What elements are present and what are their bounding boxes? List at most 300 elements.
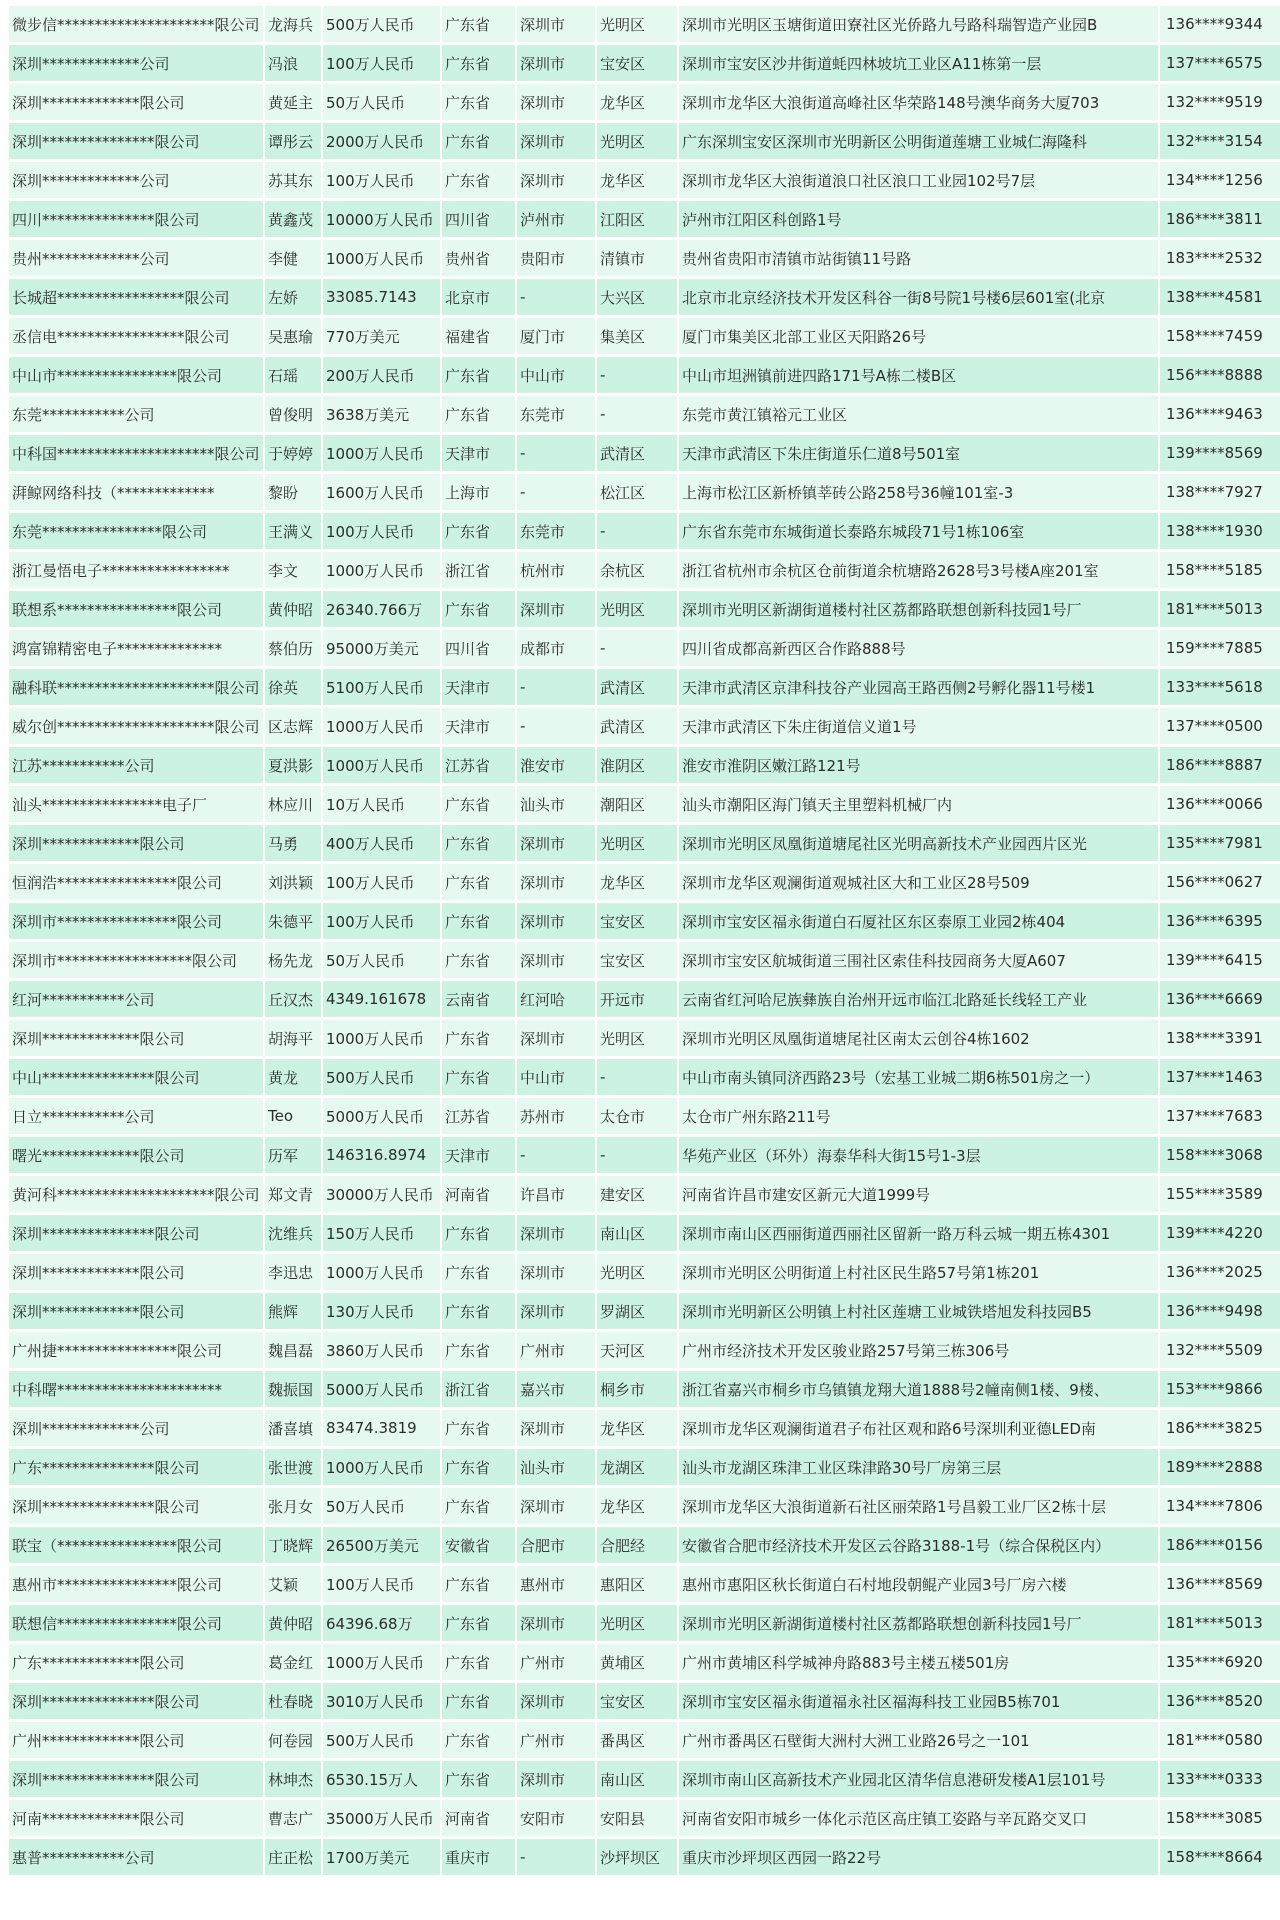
- address-cell: 安徽省合肥市经济技术开发区云谷路3188-1号（综合保税区内）: [679, 1527, 1158, 1564]
- table-row: [9, 1449, 1280, 1486]
- province-cell: 广东省: [442, 1020, 515, 1057]
- company-name-cell: 中科国*********************限公司: [9, 435, 263, 472]
- table-row: [9, 1839, 1280, 1876]
- registered-capital-cell: 130万人民币: [323, 1293, 440, 1330]
- company-name-cell: 深圳*************公司: [9, 45, 263, 82]
- address-cell: 深圳市光明区新湖街道楼村社区荔都路联想创新科技园1号厂: [679, 591, 1158, 628]
- district-cell: 潮阳区: [597, 786, 677, 823]
- city-cell: 深圳市: [517, 1410, 595, 1447]
- company-name-cell: 深圳*************限公司: [9, 1293, 263, 1330]
- phone-cell: 139****6415: [1160, 942, 1280, 979]
- district-cell: -: [597, 396, 677, 433]
- address-cell: 深圳市宝安区福永街道白石厦社区东区泰原工业园2栋404: [679, 903, 1158, 940]
- address-cell: 广州市黄埔区科学城神舟路883号主楼五楼501房: [679, 1644, 1158, 1681]
- phone-cell: 158****7459: [1160, 318, 1280, 355]
- company-name-cell: 深圳***************限公司: [9, 123, 263, 160]
- phone-cell: 181****0580: [1160, 1722, 1280, 1759]
- registered-capital-cell: 64396.68万: [323, 1605, 440, 1642]
- phone-cell: 158****8664: [1160, 1839, 1280, 1876]
- company-name-cell: 深圳市******************限公司: [9, 942, 263, 979]
- province-cell: 广东省: [442, 1566, 515, 1603]
- table-row: [9, 1722, 1280, 1759]
- company-name-cell: 融科联*********************限公司: [9, 669, 263, 706]
- legal-person-cell: 杨先龙: [265, 942, 321, 979]
- table-row: [9, 1761, 1280, 1798]
- phone-cell: 136****8520: [1160, 1683, 1280, 1720]
- district-cell: 龙华区: [597, 864, 677, 901]
- city-cell: 深圳市: [517, 1254, 595, 1291]
- phone-cell: 136****9344: [1160, 6, 1280, 43]
- table-row: [9, 474, 1280, 511]
- company-name-cell: 深圳***************限公司: [9, 1215, 263, 1252]
- province-cell: 广东省: [442, 825, 515, 862]
- phone-cell: 186****8887: [1160, 747, 1280, 784]
- company-name-cell: 汕头****************电子厂: [9, 786, 263, 823]
- legal-person-cell: 林坤杰: [265, 1761, 321, 1798]
- phone-cell: 158****3068: [1160, 1137, 1280, 1174]
- district-cell: 龙华区: [597, 162, 677, 199]
- phone-cell: 137****7683: [1160, 1098, 1280, 1135]
- province-cell: 江苏省: [442, 1098, 515, 1135]
- province-cell: 广东省: [442, 864, 515, 901]
- registered-capital-cell: 1000万人民币: [323, 552, 440, 589]
- table-body: [9, 6, 1280, 1876]
- city-cell: 深圳市: [517, 1683, 595, 1720]
- phone-cell: 189****2888: [1160, 1449, 1280, 1486]
- address-cell: 浙江省杭州市余杭区仓前街道余杭塘路2628号3号楼A座201室: [679, 552, 1158, 589]
- district-cell: -: [597, 630, 677, 667]
- address-cell: 深圳市南山区西丽街道西丽社区留新一路万科云城一期五栋4301: [679, 1215, 1158, 1252]
- legal-person-cell: 龙海兵: [265, 6, 321, 43]
- table-row: [9, 279, 1280, 316]
- province-cell: 云南省: [442, 981, 515, 1018]
- company-name-cell: 微步信*********************限公司: [9, 6, 263, 43]
- province-cell: 广东省: [442, 591, 515, 628]
- district-cell: 淮阴区: [597, 747, 677, 784]
- registered-capital-cell: 3638万美元: [323, 396, 440, 433]
- city-cell: 深圳市: [517, 825, 595, 862]
- address-cell: 广东深圳宝安区深圳市光明新区公明街道莲塘工业城仁海隆科: [679, 123, 1158, 160]
- table-row: [9, 786, 1280, 823]
- table-row: [9, 201, 1280, 238]
- city-cell: 广州市: [517, 1332, 595, 1369]
- city-cell: 深圳市: [517, 45, 595, 82]
- registered-capital-cell: 26340.766万: [323, 591, 440, 628]
- table-row: [9, 240, 1280, 277]
- city-cell: 东莞市: [517, 513, 595, 550]
- company-name-cell: 江苏***********公司: [9, 747, 263, 784]
- district-cell: 南山区: [597, 1761, 677, 1798]
- company-name-cell: 惠州市****************限公司: [9, 1566, 263, 1603]
- legal-person-cell: 冯浪: [265, 45, 321, 82]
- registered-capital-cell: 100万人民币: [323, 864, 440, 901]
- legal-person-cell: 黄仲昭: [265, 591, 321, 628]
- legal-person-cell: 庄正松: [265, 1839, 321, 1876]
- company-name-cell: 长城超*****************限公司: [9, 279, 263, 316]
- province-cell: 广东省: [442, 357, 515, 394]
- company-name-cell: 威尔创*********************限公司: [9, 708, 263, 745]
- registered-capital-cell: 1000万人民币: [323, 1449, 440, 1486]
- district-cell: 宝安区: [597, 1683, 677, 1720]
- province-cell: 广东省: [442, 6, 515, 43]
- province-cell: 广东省: [442, 1488, 515, 1525]
- table-row: [9, 864, 1280, 901]
- company-table: [7, 4, 1280, 1878]
- province-cell: 广东省: [442, 903, 515, 940]
- province-cell: 广东省: [442, 1761, 515, 1798]
- address-cell: 深圳市龙华区大浪街道新石社区丽荣路1号昌毅工业厂区2栋十层: [679, 1488, 1158, 1525]
- registered-capital-cell: 770万美元: [323, 318, 440, 355]
- company-name-cell: 鸿富锦精密电子**************: [9, 630, 263, 667]
- table-row: [9, 630, 1280, 667]
- district-cell: 惠阳区: [597, 1566, 677, 1603]
- table-row: [9, 435, 1280, 472]
- address-cell: 深圳市光明新区公明镇上村社区莲塘工业城铁塔旭发科技园B5: [679, 1293, 1158, 1330]
- province-cell: 广东省: [442, 162, 515, 199]
- phone-cell: 181****5013: [1160, 1605, 1280, 1642]
- table-row: [9, 162, 1280, 199]
- table-row: [9, 1644, 1280, 1681]
- table-row: [9, 825, 1280, 862]
- phone-cell: 138****3391: [1160, 1020, 1280, 1057]
- province-cell: 广东省: [442, 1410, 515, 1447]
- district-cell: 太仓市: [597, 1098, 677, 1135]
- city-cell: 广州市: [517, 1644, 595, 1681]
- registered-capital-cell: 1000万人民币: [323, 1020, 440, 1057]
- table-row: [9, 1800, 1280, 1837]
- company-name-cell: 联想系****************限公司: [9, 591, 263, 628]
- province-cell: 河南省: [442, 1176, 515, 1213]
- district-cell: 宝安区: [597, 942, 677, 979]
- registered-capital-cell: 1000万人民币: [323, 240, 440, 277]
- phone-cell: 132****3154: [1160, 123, 1280, 160]
- district-cell: 光明区: [597, 591, 677, 628]
- table-row: [9, 396, 1280, 433]
- phone-cell: 186****3811: [1160, 201, 1280, 238]
- table-row: [9, 84, 1280, 121]
- table-row: [9, 1527, 1280, 1564]
- province-cell: 江苏省: [442, 747, 515, 784]
- legal-person-cell: 于婷婷: [265, 435, 321, 472]
- table-row: [9, 318, 1280, 355]
- legal-person-cell: 徐英: [265, 669, 321, 706]
- phone-cell: 134****7806: [1160, 1488, 1280, 1525]
- registered-capital-cell: 1600万人民币: [323, 474, 440, 511]
- province-cell: 广东省: [442, 45, 515, 82]
- city-cell: 中山市: [517, 357, 595, 394]
- legal-person-cell: 谭彤云: [265, 123, 321, 160]
- address-cell: 重庆市沙坪坝区西园一路22号: [679, 1839, 1158, 1876]
- company-name-cell: 红河***********公司: [9, 981, 263, 1018]
- legal-person-cell: 林应川: [265, 786, 321, 823]
- legal-person-cell: 李健: [265, 240, 321, 277]
- city-cell: 深圳市: [517, 864, 595, 901]
- registered-capital-cell: 26500万美元: [323, 1527, 440, 1564]
- province-cell: 广东省: [442, 1644, 515, 1681]
- registered-capital-cell: 50万人民币: [323, 1488, 440, 1525]
- table-row: [9, 513, 1280, 550]
- phone-cell: 135****7981: [1160, 825, 1280, 862]
- address-cell: 河南省许昌市建安区新元大道1999号: [679, 1176, 1158, 1213]
- registered-capital-cell: 200万人民币: [323, 357, 440, 394]
- legal-person-cell: 郑文青: [265, 1176, 321, 1213]
- address-cell: 深圳市宝安区福永街道福永社区福海科技工业园B5栋701: [679, 1683, 1158, 1720]
- address-cell: 天津市武清区下朱庄街道信义道1号: [679, 708, 1158, 745]
- address-cell: 深圳市光明区凤凰街道塘尾社区南太云创谷4栋1602: [679, 1020, 1158, 1057]
- company-name-cell: 日立***********公司: [9, 1098, 263, 1135]
- company-name-cell: 深圳*************公司: [9, 1410, 263, 1447]
- phone-cell: 132****5509: [1160, 1332, 1280, 1369]
- address-cell: 深圳市光明区凤凰街道塘尾社区光明高新技术产业园西片区光: [679, 825, 1158, 862]
- table-row: [9, 123, 1280, 160]
- table-row: [9, 552, 1280, 589]
- registered-capital-cell: 100万人民币: [323, 1566, 440, 1603]
- company-name-cell: 深圳*************限公司: [9, 825, 263, 862]
- phone-cell: 136****8569: [1160, 1566, 1280, 1603]
- district-cell: -: [597, 1059, 677, 1096]
- company-name-cell: 丞信电*****************限公司: [9, 318, 263, 355]
- company-name-cell: 湃鲸网络科技（*************: [9, 474, 263, 511]
- address-cell: 天津市武清区京津科技谷产业园高王路西侧2号孵化器11号楼1: [679, 669, 1158, 706]
- phone-cell: 136****2025: [1160, 1254, 1280, 1291]
- legal-person-cell: 王满义: [265, 513, 321, 550]
- province-cell: 北京市: [442, 279, 515, 316]
- company-name-cell: 深圳*************限公司: [9, 84, 263, 121]
- province-cell: 广东省: [442, 1332, 515, 1369]
- table-row: [9, 981, 1280, 1018]
- province-cell: 广东省: [442, 942, 515, 979]
- legal-person-cell: 刘洪颖: [265, 864, 321, 901]
- legal-person-cell: 潘喜填: [265, 1410, 321, 1447]
- address-cell: 泸州市江阳区科创路1号: [679, 201, 1158, 238]
- table-row: [9, 1371, 1280, 1408]
- phone-cell: 186****3825: [1160, 1410, 1280, 1447]
- province-cell: 广东省: [442, 1254, 515, 1291]
- province-cell: 天津市: [442, 1137, 515, 1174]
- address-cell: 中山市南头镇同济西路23号（宏基工业城二期6栋501房之一）: [679, 1059, 1158, 1096]
- table-row: [9, 1215, 1280, 1252]
- address-cell: 贵州省贵阳市清镇市站街镇11号路: [679, 240, 1158, 277]
- legal-person-cell: 丁晓辉: [265, 1527, 321, 1564]
- legal-person-cell: 朱德平: [265, 903, 321, 940]
- address-cell: 汕头市潮阳区海门镇天主里塑料机械厂内: [679, 786, 1158, 823]
- address-cell: 河南省安阳市城乡一体化示范区高庄镇工姿路与辛瓦路交叉口: [679, 1800, 1158, 1837]
- city-cell: 广州市: [517, 1722, 595, 1759]
- city-cell: 深圳市: [517, 6, 595, 43]
- table-row: [9, 669, 1280, 706]
- address-cell: 深圳市宝安区沙井街道蚝四林坡坑工业区A11栋第一层: [679, 45, 1158, 82]
- company-name-cell: 贵州*************公司: [9, 240, 263, 277]
- address-cell: 中山市坦洲镇前进四路171号A栋二楼B区: [679, 357, 1158, 394]
- table-row: [9, 708, 1280, 745]
- city-cell: 安阳市: [517, 1800, 595, 1837]
- district-cell: 黄埔区: [597, 1644, 677, 1681]
- city-cell: 中山市: [517, 1059, 595, 1096]
- province-cell: 广东省: [442, 84, 515, 121]
- city-cell: 东莞市: [517, 396, 595, 433]
- district-cell: 武清区: [597, 435, 677, 472]
- phone-cell: 133****5618: [1160, 669, 1280, 706]
- registered-capital-cell: 400万人民币: [323, 825, 440, 862]
- legal-person-cell: 丘汉杰: [265, 981, 321, 1018]
- legal-person-cell: 曹志广: [265, 1800, 321, 1837]
- address-cell: 深圳市龙华区大浪街道高峰社区华荣路148号澳华商务大厦703: [679, 84, 1158, 121]
- legal-person-cell: 艾颖: [265, 1566, 321, 1603]
- city-cell: 深圳市: [517, 1488, 595, 1525]
- phone-cell: 159****7885: [1160, 630, 1280, 667]
- phone-cell: 186****0156: [1160, 1527, 1280, 1564]
- city-cell: -: [517, 1137, 595, 1174]
- address-cell: 广东省东莞市东城街道长泰路东城段71号1栋106室: [679, 513, 1158, 550]
- registered-capital-cell: 1000万人民币: [323, 1644, 440, 1681]
- registered-capital-cell: 50万人民币: [323, 942, 440, 979]
- district-cell: 松江区: [597, 474, 677, 511]
- province-cell: 上海市: [442, 474, 515, 511]
- phone-cell: 132****9519: [1160, 84, 1280, 121]
- company-name-cell: 深圳***************限公司: [9, 1761, 263, 1798]
- legal-person-cell: 黄仲昭: [265, 1605, 321, 1642]
- province-cell: 广东省: [442, 396, 515, 433]
- table-row: [9, 1176, 1280, 1213]
- company-name-cell: 深圳*************限公司: [9, 1254, 263, 1291]
- city-cell: 成都市: [517, 630, 595, 667]
- table-row: [9, 1683, 1280, 1720]
- district-cell: 光明区: [597, 1020, 677, 1057]
- city-cell: -: [517, 669, 595, 706]
- company-name-cell: 深圳***************限公司: [9, 1488, 263, 1525]
- province-cell: 四川省: [442, 201, 515, 238]
- address-cell: 汕头市龙湖区珠津工业区珠津路30号厂房第三层: [679, 1449, 1158, 1486]
- table-row: [9, 1332, 1280, 1369]
- registered-capital-cell: 35000万人民币: [323, 1800, 440, 1837]
- phone-cell: 153****9866: [1160, 1371, 1280, 1408]
- company-name-cell: 恒润浩****************限公司: [9, 864, 263, 901]
- registered-capital-cell: 4349.161678: [323, 981, 440, 1018]
- city-cell: -: [517, 279, 595, 316]
- province-cell: 天津市: [442, 708, 515, 745]
- address-cell: 广州市经济技术开发区骏业路257号第三栋306号: [679, 1332, 1158, 1369]
- company-name-cell: 深圳市****************限公司: [9, 903, 263, 940]
- phone-cell: 138****4581: [1160, 279, 1280, 316]
- phone-cell: 158****3085: [1160, 1800, 1280, 1837]
- legal-person-cell: 区志辉: [265, 708, 321, 745]
- company-name-cell: 中山***************限公司: [9, 1059, 263, 1096]
- phone-cell: 136****6669: [1160, 981, 1280, 1018]
- city-cell: 淮安市: [517, 747, 595, 784]
- table-row: [9, 903, 1280, 940]
- phone-cell: 139****4220: [1160, 1215, 1280, 1252]
- table-row: [9, 591, 1280, 628]
- company-name-cell: 联想信****************限公司: [9, 1605, 263, 1642]
- phone-cell: 137****0500: [1160, 708, 1280, 745]
- address-cell: 东莞市黄江镇裕元工业区: [679, 396, 1158, 433]
- phone-cell: 183****2532: [1160, 240, 1280, 277]
- registered-capital-cell: 10万人民币: [323, 786, 440, 823]
- city-cell: 深圳市: [517, 1293, 595, 1330]
- district-cell: 余杭区: [597, 552, 677, 589]
- registered-capital-cell: 5000万人民币: [323, 1371, 440, 1408]
- legal-person-cell: 葛金红: [265, 1644, 321, 1681]
- city-cell: 贵阳市: [517, 240, 595, 277]
- company-name-cell: 联宝（****************限公司: [9, 1527, 263, 1564]
- province-cell: 重庆市: [442, 1839, 515, 1876]
- phone-cell: 156****8888: [1160, 357, 1280, 394]
- address-cell: 广州市番禺区石壁街大洲村大洲工业路26号之一101: [679, 1722, 1158, 1759]
- address-cell: 深圳市宝安区航城街道三围社区索佳科技园商务大厦A607: [679, 942, 1158, 979]
- legal-person-cell: 黎盼: [265, 474, 321, 511]
- district-cell: 光明区: [597, 6, 677, 43]
- registered-capital-cell: 500万人民币: [323, 1059, 440, 1096]
- city-cell: 深圳市: [517, 84, 595, 121]
- registered-capital-cell: 5000万人民币: [323, 1098, 440, 1135]
- address-cell: 云南省红河哈尼族彝族自治州开远市临江北路延长线轻工产业: [679, 981, 1158, 1018]
- company-name-cell: 东莞***********公司: [9, 396, 263, 433]
- legal-person-cell: 吴惠瑜: [265, 318, 321, 355]
- legal-person-cell: 历军: [265, 1137, 321, 1174]
- legal-person-cell: 杜春晓: [265, 1683, 321, 1720]
- address-cell: 深圳市光明区玉塘街道田寮社区光侨路九号路科瑞智造产业园B: [679, 6, 1158, 43]
- province-cell: 广东省: [442, 1722, 515, 1759]
- district-cell: 武清区: [597, 708, 677, 745]
- district-cell: 番禺区: [597, 1722, 677, 1759]
- city-cell: 杭州市: [517, 552, 595, 589]
- table-row: [9, 1059, 1280, 1096]
- district-cell: -: [597, 513, 677, 550]
- registered-capital-cell: 83474.3819: [323, 1410, 440, 1447]
- registered-capital-cell: 100万人民币: [323, 903, 440, 940]
- address-cell: 太仓市广州东路211号: [679, 1098, 1158, 1135]
- registered-capital-cell: 33085.7143: [323, 279, 440, 316]
- registered-capital-cell: 150万人民币: [323, 1215, 440, 1252]
- company-name-cell: 深圳*************限公司: [9, 1020, 263, 1057]
- table-row: [9, 942, 1280, 979]
- province-cell: 天津市: [442, 669, 515, 706]
- registered-capital-cell: 95000万美元: [323, 630, 440, 667]
- phone-cell: 138****7927: [1160, 474, 1280, 511]
- province-cell: 广东省: [442, 513, 515, 550]
- company-name-cell: 深圳***************限公司: [9, 1683, 263, 1720]
- legal-person-cell: 黄鑫茂: [265, 201, 321, 238]
- district-cell: 集美区: [597, 318, 677, 355]
- company-name-cell: 广州捷****************限公司: [9, 1332, 263, 1369]
- district-cell: 沙坪坝区: [597, 1839, 677, 1876]
- registered-capital-cell: 5100万人民币: [323, 669, 440, 706]
- company-name-cell: 中山市****************限公司: [9, 357, 263, 394]
- phone-cell: 158****5185: [1160, 552, 1280, 589]
- table-row: [9, 1488, 1280, 1525]
- table-row: [9, 1020, 1280, 1057]
- district-cell: 南山区: [597, 1215, 677, 1252]
- district-cell: 罗湖区: [597, 1293, 677, 1330]
- address-cell: 深圳市龙华区大浪街道浪口社区浪口工业园102号7层: [679, 162, 1158, 199]
- phone-cell: 181****5013: [1160, 591, 1280, 628]
- registered-capital-cell: 6530.15万人: [323, 1761, 440, 1798]
- district-cell: 桐乡市: [597, 1371, 677, 1408]
- company-name-cell: 广州*************限公司: [9, 1722, 263, 1759]
- table-row: [9, 1410, 1280, 1447]
- registered-capital-cell: 3010万人民币: [323, 1683, 440, 1720]
- city-cell: 深圳市: [517, 1605, 595, 1642]
- company-name-cell: 四川***************限公司: [9, 201, 263, 238]
- city-cell: 厦门市: [517, 318, 595, 355]
- province-cell: 广东省: [442, 1683, 515, 1720]
- registered-capital-cell: 30000万人民币: [323, 1176, 440, 1213]
- province-cell: 浙江省: [442, 1371, 515, 1408]
- phone-cell: 155****3589: [1160, 1176, 1280, 1213]
- district-cell: 光明区: [597, 123, 677, 160]
- province-cell: 天津市: [442, 435, 515, 472]
- address-cell: 深圳市龙华区观澜街道君子布社区观和路6号深圳利亚德LED南: [679, 1410, 1158, 1447]
